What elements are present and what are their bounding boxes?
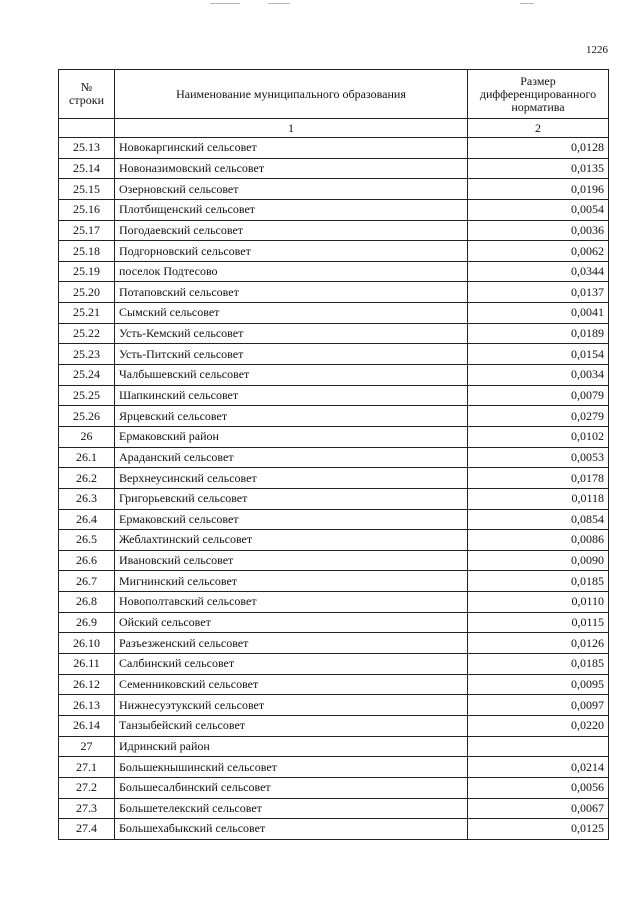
row-number-cell: 26.5 bbox=[59, 530, 115, 551]
row-number-cell: 26.2 bbox=[59, 468, 115, 489]
normative-value-cell: 0,0034 bbox=[468, 365, 609, 386]
row-number-cell: 25.24 bbox=[59, 365, 115, 386]
row-number-cell: 25.21 bbox=[59, 303, 115, 324]
table-row bbox=[59, 138, 609, 159]
normative-value-cell: 0,0196 bbox=[468, 179, 609, 200]
row-number-cell: 26.8 bbox=[59, 592, 115, 613]
row-number-cell: 26.9 bbox=[59, 612, 115, 633]
municipality-name-cell: Новоназимовский сельсовет bbox=[115, 158, 468, 179]
table-row bbox=[59, 633, 609, 654]
column-numbers-row bbox=[59, 119, 609, 138]
table-row bbox=[59, 736, 609, 757]
normative-value-cell: 0,0086 bbox=[468, 530, 609, 551]
normative-value-cell: 0,0102 bbox=[468, 426, 609, 447]
normative-value-cell: 0,0135 bbox=[468, 158, 609, 179]
municipality-name-cell: Разъезженский сельсовет bbox=[115, 633, 468, 654]
table-row bbox=[59, 323, 609, 344]
row-number-cell: 26 bbox=[59, 426, 115, 447]
normative-value-cell: 0,0128 bbox=[468, 138, 609, 159]
row-number-cell: 26.1 bbox=[59, 447, 115, 468]
municipality-name-cell: Потаповский сельсовет bbox=[115, 282, 468, 303]
table-row bbox=[59, 592, 609, 613]
table-row bbox=[59, 654, 609, 675]
municipality-name-cell: Погодаевский сельсовет bbox=[115, 220, 468, 241]
municipality-name-cell: Ивановский сельсовет bbox=[115, 550, 468, 571]
row-number-cell: 25.16 bbox=[59, 199, 115, 220]
municipality-name-cell: Ойский сельсовет bbox=[115, 612, 468, 633]
normative-value-cell: 0,0854 bbox=[468, 509, 609, 530]
table-row bbox=[59, 798, 609, 819]
row-number-cell: 27.1 bbox=[59, 757, 115, 778]
municipality-name-cell: Большесалбинский сельсовет bbox=[115, 777, 468, 798]
normative-value-cell: 0,0095 bbox=[468, 674, 609, 695]
municipality-name-cell: Семенниковский сельсовет bbox=[115, 674, 468, 695]
normative-value-cell: 0,0054 bbox=[468, 199, 609, 220]
row-number-cell: 27.4 bbox=[59, 819, 115, 840]
table-row bbox=[59, 199, 609, 220]
table-row bbox=[59, 282, 609, 303]
municipality-name-cell: Ермаковский район bbox=[115, 426, 468, 447]
table-row bbox=[59, 426, 609, 447]
municipality-name-cell: Усть-Кемский сельсовет bbox=[115, 323, 468, 344]
normative-value-cell: 0,0097 bbox=[468, 695, 609, 716]
normative-value-cell: 0,0185 bbox=[468, 654, 609, 675]
normative-value-cell: 0,0279 bbox=[468, 406, 609, 427]
normative-value-cell: 0,0079 bbox=[468, 385, 609, 406]
row-number-cell: 26.10 bbox=[59, 633, 115, 654]
table-body bbox=[59, 138, 609, 840]
row-number-cell: 25.22 bbox=[59, 323, 115, 344]
table-row bbox=[59, 303, 609, 324]
normative-value-cell: 0,0115 bbox=[468, 612, 609, 633]
table-row bbox=[59, 385, 609, 406]
normative-value-cell: 0,0189 bbox=[468, 323, 609, 344]
table-row bbox=[59, 819, 609, 840]
municipality-name-cell: Новополтавский сельсовет bbox=[115, 592, 468, 613]
table-row bbox=[59, 695, 609, 716]
municipality-name-cell: Большекнышинский сельсовет bbox=[115, 757, 468, 778]
normative-value-cell: 0,0062 bbox=[468, 241, 609, 262]
normative-value-cell: 0,0041 bbox=[468, 303, 609, 324]
normative-value-cell: 0,0344 bbox=[468, 261, 609, 282]
table-row bbox=[59, 158, 609, 179]
municipality-name-cell: Григорьевский сельсовет bbox=[115, 488, 468, 509]
municipality-name-cell: Новокаргинский сельсовет bbox=[115, 138, 468, 159]
table-row bbox=[59, 261, 609, 282]
table-row bbox=[59, 612, 609, 633]
normative-value-cell: 0,0067 bbox=[468, 798, 609, 819]
page-number: 1226 bbox=[586, 44, 608, 56]
normative-table bbox=[58, 69, 609, 840]
row-number-cell: 26.13 bbox=[59, 695, 115, 716]
municipality-name-cell: Нижнесуэтукский сельсовет bbox=[115, 695, 468, 716]
municipality-name-cell: Ермаковский сельсовет bbox=[115, 509, 468, 530]
municipality-name-cell: Озерновский сельсовет bbox=[115, 179, 468, 200]
municipality-name-cell: Идринский район bbox=[115, 736, 468, 757]
table-row bbox=[59, 674, 609, 695]
table-row bbox=[59, 179, 609, 200]
scan-mark bbox=[210, 3, 240, 4]
table-header-row bbox=[59, 70, 609, 119]
scan-mark bbox=[268, 3, 290, 4]
normative-value-cell: 0,0110 bbox=[468, 592, 609, 613]
table-row bbox=[59, 365, 609, 386]
normative-value-cell: 0,0036 bbox=[468, 220, 609, 241]
municipality-name-cell: Большетелекский сельсовет bbox=[115, 798, 468, 819]
table-row bbox=[59, 344, 609, 365]
table-row bbox=[59, 241, 609, 262]
municipality-name-cell: Большехабыкский сельсовет bbox=[115, 819, 468, 840]
table-row bbox=[59, 777, 609, 798]
row-number-cell: 25.23 bbox=[59, 344, 115, 365]
scan-top-edge bbox=[0, 0, 634, 8]
header-municipality-name: Наименование муниципального образования bbox=[115, 70, 468, 119]
municipality-name-cell: Мигнинский сельсовет bbox=[115, 571, 468, 592]
table-row bbox=[59, 220, 609, 241]
municipality-name-cell: Араданский сельсовет bbox=[115, 447, 468, 468]
normative-value-cell: 0,0220 bbox=[468, 715, 609, 736]
header-row-number: № строки bbox=[59, 70, 115, 119]
row-number-cell: 27 bbox=[59, 736, 115, 757]
header-normative-size: Размер дифференцированного норматива bbox=[468, 70, 609, 119]
row-number-cell: 26.11 bbox=[59, 654, 115, 675]
row-number-cell: 25.19 bbox=[59, 261, 115, 282]
normative-value-cell: 0,0126 bbox=[468, 633, 609, 654]
row-number-cell: 25.17 bbox=[59, 220, 115, 241]
municipality-name-cell: Верхнеусинский сельсовет bbox=[115, 468, 468, 489]
row-number-cell: 25.18 bbox=[59, 241, 115, 262]
municipality-name-cell: Подгорновский сельсовет bbox=[115, 241, 468, 262]
row-number-cell: 26.7 bbox=[59, 571, 115, 592]
normative-value-cell bbox=[468, 736, 609, 757]
row-number-cell: 25.15 bbox=[59, 179, 115, 200]
normative-value-cell: 0,0090 bbox=[468, 550, 609, 571]
municipality-name-cell: Чалбышевский сельсовет bbox=[115, 365, 468, 386]
row-number-cell: 26.3 bbox=[59, 488, 115, 509]
municipality-name-cell: поселок Подтесово bbox=[115, 261, 468, 282]
row-number-cell: 25.20 bbox=[59, 282, 115, 303]
municipality-name-cell: Сымский сельсовет bbox=[115, 303, 468, 324]
row-number-cell: 25.25 bbox=[59, 385, 115, 406]
row-number-cell: 26.4 bbox=[59, 509, 115, 530]
normative-value-cell: 0,0185 bbox=[468, 571, 609, 592]
normative-value-cell: 0,0056 bbox=[468, 777, 609, 798]
table-row bbox=[59, 571, 609, 592]
normative-value-cell: 0,0118 bbox=[468, 488, 609, 509]
municipality-name-cell: Шапкинский сельсовет bbox=[115, 385, 468, 406]
table-row bbox=[59, 447, 609, 468]
normative-value-cell: 0,0053 bbox=[468, 447, 609, 468]
row-number-cell: 27.2 bbox=[59, 777, 115, 798]
row-number-cell: 25.26 bbox=[59, 406, 115, 427]
normative-value-cell: 0,0125 bbox=[468, 819, 609, 840]
column-number-2: 2 bbox=[468, 119, 609, 138]
table-row bbox=[59, 757, 609, 778]
table-row bbox=[59, 406, 609, 427]
table-row bbox=[59, 550, 609, 571]
scan-mark bbox=[520, 3, 534, 4]
table-row bbox=[59, 488, 609, 509]
row-number-cell: 26.12 bbox=[59, 674, 115, 695]
normative-value-cell: 0,0137 bbox=[468, 282, 609, 303]
municipality-name-cell: Плотбищенский сельсовет bbox=[115, 199, 468, 220]
municipality-name-cell: Жеблахтинский сельсовет bbox=[115, 530, 468, 551]
row-number-cell: 26.6 bbox=[59, 550, 115, 571]
municipality-name-cell: Танзыбейский сельсовет bbox=[115, 715, 468, 736]
normative-value-cell: 0,0214 bbox=[468, 757, 609, 778]
row-number-cell: 25.13 bbox=[59, 138, 115, 159]
municipality-name-cell: Салбинский сельсовет bbox=[115, 654, 468, 675]
row-number-cell: 26.14 bbox=[59, 715, 115, 736]
row-number-cell: 27.3 bbox=[59, 798, 115, 819]
normative-value-cell: 0,0154 bbox=[468, 344, 609, 365]
column-number-1: 1 bbox=[115, 119, 468, 138]
table-row bbox=[59, 530, 609, 551]
municipality-name-cell: Ярцевский сельсовет bbox=[115, 406, 468, 427]
column-number-0 bbox=[59, 119, 115, 138]
normative-value-cell: 0,0178 bbox=[468, 468, 609, 489]
municipality-name-cell: Усть-Питский сельсовет bbox=[115, 344, 468, 365]
table-row bbox=[59, 509, 609, 530]
table-row bbox=[59, 468, 609, 489]
table-row bbox=[59, 715, 609, 736]
row-number-cell: 25.14 bbox=[59, 158, 115, 179]
